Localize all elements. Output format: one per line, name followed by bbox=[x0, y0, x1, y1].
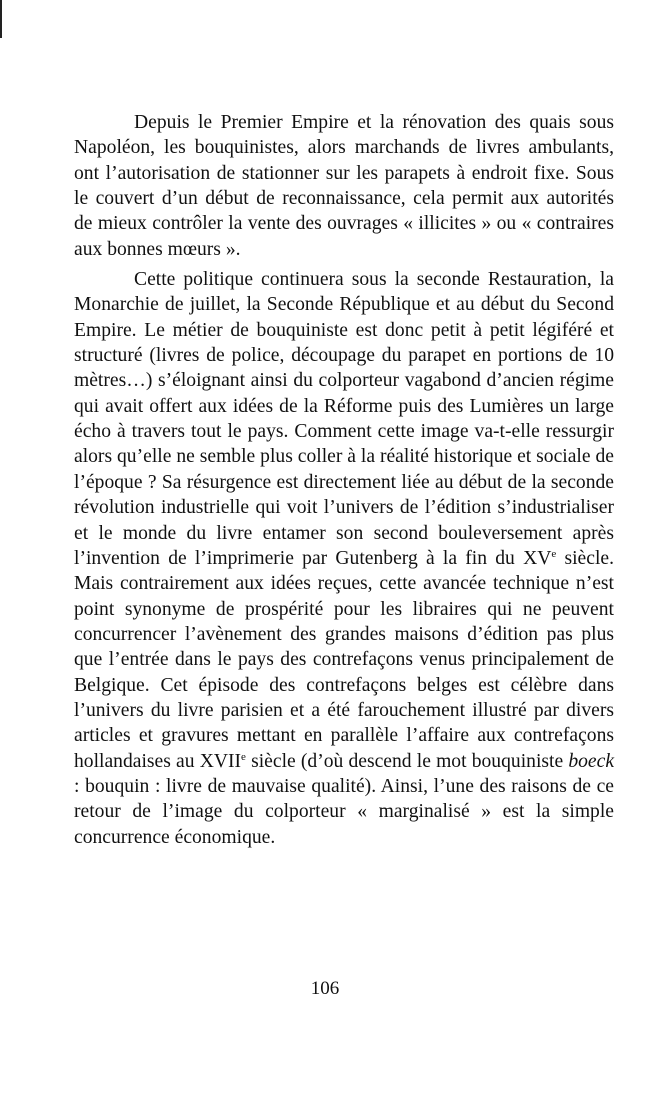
paragraph-2-part-c: siècle (d’où descend le mot bouquiniste bbox=[245, 750, 569, 772]
paragraph-2-part-d: : bouquin : livre de mauvaise qualité). Ainsi, l’une des raisons de ce retour de l’image du colporteur « marginalisé » est la simple concurrence économique. bbox=[74, 775, 614, 848]
page-number: 106 bbox=[310, 978, 340, 999]
paragraph-2-part-b: siècle. Mais contrairement aux idées reçues, cette avancée technique n’est point synonyme de prospérité pour les libraires qui ne peuvent concurrencer l’avènement des grandes maisons d’édition pas plus que l’entrée dans le pays des contrefaçons venus principalement de Belgique. Cet épisode des contrefaçons belges est célèbre dans l’univers du livre parisien et a été farouchement illustré par divers articles et gravures mettant en parallèle l’affaire aux contrefaçons hollandaises au XVII bbox=[74, 547, 614, 772]
paragraph-1: Depuis le Premier Empire et la rénovation des quais sous Napoléon, les bouquinistes, alors marchands de livres ambulants, ont l’autorisation de stationner sur les parapets à endroit fixe. Sous le couvert d’un début de reconnaissance, cela permit aux autorités de mieux contrôler la vente des ouvrages « illicites » ou « contraires aux bonnes mœurs ». bbox=[74, 112, 614, 260]
paragraph-2 bbox=[74, 267, 614, 850]
italic-term-boeck: boeck bbox=[568, 750, 615, 772]
body-text bbox=[74, 110, 614, 850]
margin-mark bbox=[0, 0, 2, 38]
superscript-century-xv: e bbox=[551, 547, 557, 560]
superscript-century-xvii: e bbox=[241, 750, 246, 763]
paragraph-2-part-a: Cette politique continuera sous la seconde Restauration, la Monarchie de juillet, la Seconde République et au début du Second Empire. Le métier de bouquiniste est donc petit à petit légiféré et structuré (livres de police, découpage du parapet en portions de 10 mètres…) s’éloignant ainsi du colporteur vagabond d’ancien régime qui avait offert aux idées de la Réforme puis des Lumières un large écho à travers tout le pays. Comment cette image va-t-elle ressurgir alors qu’elle ne semble plus coller à la réalité historique et sociale de l’époque ? Sa résurgence est directement liée au début de la seconde révolution industrielle qui voit l’univers de l’édition s’industrialiser et le monde du livre entamer son second bouleversement après l’invention de l’imprimerie par Gutenberg à la fin du XV bbox=[74, 269, 614, 569]
